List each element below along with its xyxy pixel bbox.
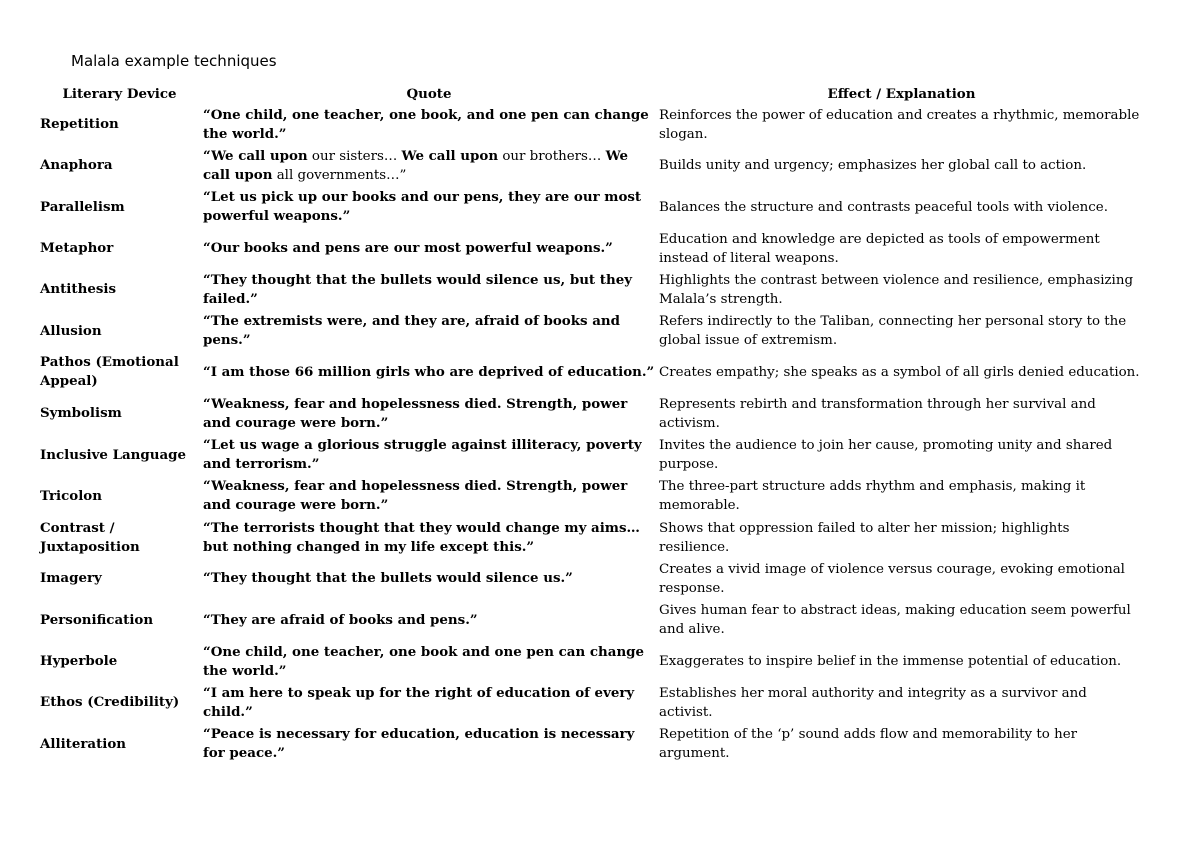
table-row bbox=[38, 145, 1146, 186]
device-cell: Alliteration bbox=[40, 735, 127, 752]
device-cell: Parallelism bbox=[40, 198, 125, 215]
effect-cell: Gives human fear to abstract ideas, making education seem powerful and alive. bbox=[659, 603, 1131, 638]
quote-cell bbox=[201, 145, 657, 186]
effect-cell: Establishes her moral authority and integrity as a survivor and activist. bbox=[659, 685, 1087, 720]
table-row bbox=[38, 393, 1146, 434]
effect-cell: Education and knowledge are depicted as tools of empowerment instead of literal weapons. bbox=[659, 231, 1100, 266]
effect-cell: Shows that oppression failed to alter her mission; highlights resilience. bbox=[659, 520, 1070, 555]
table-row bbox=[38, 352, 1146, 393]
table-row bbox=[38, 434, 1146, 475]
table-row bbox=[38, 228, 1146, 269]
device-cell: Ethos (Credibility) bbox=[40, 694, 180, 711]
quote-fragment: We call upon bbox=[401, 147, 499, 164]
device-cell: Symbolism bbox=[40, 405, 122, 422]
quote-fragment: our brothers… bbox=[498, 148, 606, 164]
table-row bbox=[38, 682, 1146, 723]
device-cell: Inclusive Language bbox=[40, 446, 187, 463]
effect-cell: Invites the audience to join her cause, promoting unity and shared purpose. bbox=[659, 438, 1113, 473]
techniques-table bbox=[38, 84, 1146, 765]
device-cell: Imagery bbox=[40, 570, 102, 587]
quote-cell: “Weakness, fear and hopelessness died. Strength, power and courage were born.” bbox=[203, 395, 628, 431]
table-header-row bbox=[38, 84, 1146, 104]
effect-cell: Exaggerates to inspire belief in the immense potential of education. bbox=[659, 654, 1122, 669]
quote-cell: “They thought that the bullets would silence us, but they failed.” bbox=[203, 271, 632, 307]
table-row bbox=[38, 641, 1146, 682]
table-row bbox=[38, 600, 1146, 641]
quote-cell: “Weakness, fear and hopelessness died. Strength, power and courage were born.” bbox=[203, 478, 628, 514]
table-row bbox=[38, 558, 1146, 599]
quote-fragment: “We call upon bbox=[203, 147, 308, 164]
device-cell: Metaphor bbox=[40, 240, 114, 257]
quote-cell: “The terrorists thought that they would change my aims… but nothing changed in my life except this.” bbox=[203, 519, 640, 555]
table-row bbox=[38, 187, 1146, 228]
quote-cell: “I am here to speak up for the right of education of every child.” bbox=[203, 684, 635, 720]
quote-cell: “They thought that the bullets would silence us.” bbox=[203, 570, 573, 587]
device-cell: Contrast / Juxtaposition bbox=[40, 519, 140, 555]
effect-cell: Creates empathy; she speaks as a symbol of all girls denied education. bbox=[659, 364, 1140, 380]
device-cell: Personification bbox=[40, 611, 154, 628]
document-title: Malala example techniques bbox=[71, 52, 277, 70]
table-row bbox=[38, 104, 1146, 145]
quote-cell: “Let us wage a glorious struggle against illiteracy, poverty and terrorism.” bbox=[203, 437, 642, 473]
quote-cell: “The extremists were, and they are, afraid of books and pens.” bbox=[203, 313, 620, 349]
quote-fragment: all governments…” bbox=[272, 167, 407, 183]
quote-cell: “They are afraid of books and pens.” bbox=[203, 611, 478, 628]
header-literary-device: Literary Device bbox=[62, 85, 177, 102]
effect-cell: Builds unity and urgency; emphasizes her global call to action. bbox=[659, 158, 1087, 174]
table-body bbox=[38, 104, 1146, 765]
device-cell: Hyperbole bbox=[40, 653, 118, 669]
device-cell: Allusion bbox=[40, 322, 102, 339]
quote-fragment: our sisters… bbox=[307, 148, 402, 164]
device-cell: Anaphora bbox=[40, 157, 113, 174]
effect-cell: Balances the structure and contrasts peaceful tools with violence. bbox=[659, 199, 1108, 215]
quote-cell: “I am those 66 million girls who are deprived of education.” bbox=[203, 363, 655, 380]
quote-cell: “One child, one teacher, one book and one pen can change the world.” bbox=[203, 643, 645, 679]
table-row bbox=[38, 723, 1146, 764]
effect-cell: Repetition of the ‘p’ sound adds flow and memorability to her argument. bbox=[659, 727, 1078, 762]
effect-cell: Represents rebirth and transformation through her survival and activism. bbox=[659, 396, 1096, 431]
effect-cell: Creates a vivid image of violence versus courage, evoking emotional response. bbox=[659, 561, 1125, 596]
device-cell: Repetition bbox=[40, 116, 119, 133]
device-cell: Antithesis bbox=[40, 281, 117, 298]
header-effect-explanation: Effect / Explanation bbox=[827, 85, 976, 102]
device-cell: Tricolon bbox=[40, 487, 102, 504]
quote-fragment: We call upon bbox=[203, 147, 629, 183]
header-quote: Quote bbox=[406, 85, 452, 102]
quote-cell: “Our books and pens are our most powerful weapons.” bbox=[203, 240, 613, 257]
table-row bbox=[38, 476, 1146, 517]
device-cell: Pathos (Emotional Appeal) bbox=[40, 354, 179, 390]
effect-cell: The three-part structure adds rhythm and emphasis, making it memorable. bbox=[659, 479, 1086, 514]
table-row bbox=[38, 310, 1146, 351]
effect-cell: Highlights the contrast between violence and resilience, emphasizing Malala’s strength. bbox=[659, 272, 1134, 307]
effect-cell: Reinforces the power of education and creates a rhythmic, memorable slogan. bbox=[659, 107, 1140, 142]
effect-cell: Refers indirectly to the Taliban, connecting her personal story to the global issue of extremism. bbox=[659, 314, 1127, 349]
table-row bbox=[38, 517, 1146, 558]
table-row bbox=[38, 269, 1146, 310]
quote-cell: “One child, one teacher, one book, and one pen can change the world.” bbox=[203, 106, 649, 142]
quote-cell: “Peace is necessary for education, education is necessary for peace.” bbox=[203, 726, 635, 762]
quote-cell: “Let us pick up our books and our pens, they are our most powerful weapons.” bbox=[203, 189, 642, 225]
